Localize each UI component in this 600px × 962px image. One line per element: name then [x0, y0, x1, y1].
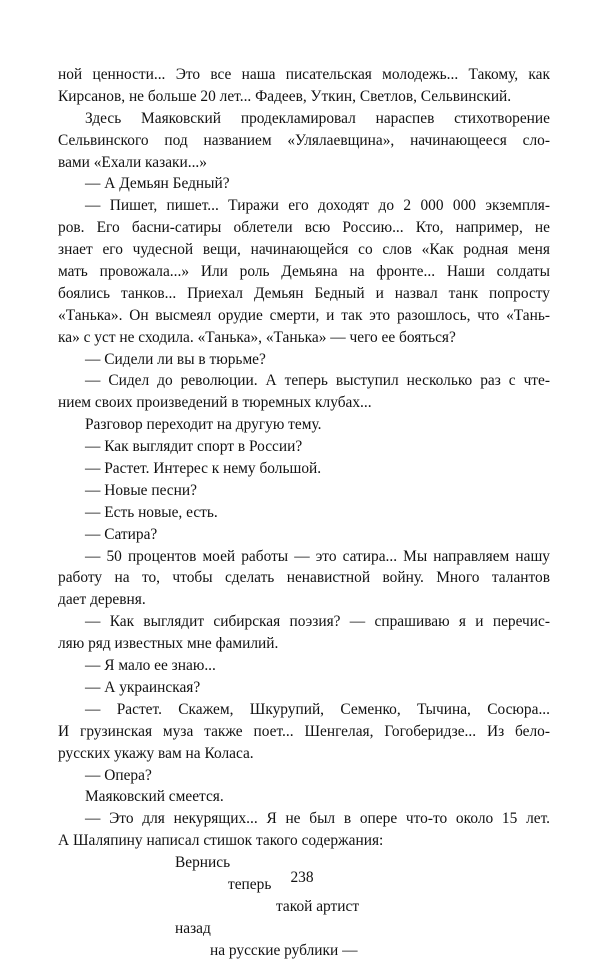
- text-line: — Как выглядит спорт в России?: [85, 438, 303, 456]
- text-line: И грузинская муза также поет... Шенгелая, Гогоберидзе... Из бело-: [58, 722, 550, 740]
- text-line: — Сидел до революции. А теперь выступил несколько раз с чте-: [85, 372, 550, 390]
- text-line: нием своих произведений в тюремных клубах...: [58, 394, 372, 412]
- text-line: — Пишет, пишет... Тиражи его доходят до 2 000 000 экземпля-: [85, 197, 550, 215]
- text-line: русских укажу вам на Коласа.: [58, 744, 254, 762]
- text-line: вами «Ехали казаки...»: [58, 153, 207, 171]
- verse-line: на русские рублики —: [210, 941, 358, 959]
- text-line: — Сатира?: [85, 525, 158, 543]
- text-line: ляю ряд известных мне фамилий.: [58, 635, 279, 653]
- text-line: — Есть новые, есть.: [85, 503, 218, 521]
- verse-line: Вернись: [175, 854, 231, 872]
- text-line: Разговор переходит на другую тему.: [85, 416, 322, 434]
- text-line: «Танька». Он высмеял орудие смерти, и так это разошлось, что «Тань-: [58, 306, 550, 324]
- text-line: — А украинская?: [85, 678, 201, 696]
- page-text-block: [58, 64, 550, 962]
- verse-line: такой артист: [276, 897, 360, 915]
- text-line: ка» с уст не сходила. «Танька», «Танька» — чего ее бояться?: [58, 328, 456, 346]
- text-line: ров. Его басни-сатиры облетели всю Россию... Кто, например, не: [58, 219, 550, 237]
- text-line: знает его чудесной вещи, начинающейся со слов «Как родная меня: [58, 241, 550, 259]
- verse-line: теперь: [228, 875, 272, 893]
- page-number: 238: [290, 869, 314, 886]
- text-line: боялись танков... Приехал Демьян Бедный и назвал танк попросту: [58, 284, 550, 302]
- text-line: — А Демьян Бедный?: [85, 175, 230, 193]
- text-line: дает деревня.: [58, 591, 146, 609]
- text-line: Маяковский смеется.: [85, 788, 224, 806]
- text-line: ной ценности... Это все наша писательская молодежь... Такому, как: [58, 66, 550, 83]
- text-line: работу на то, чтобы сделать ненавистной войну. Много талантов: [58, 569, 550, 587]
- text-line: — Сидели ли вы в тюрьме?: [85, 350, 266, 368]
- text-line: Сельвинского под названием «Улялаевщина», начинающееся сло-: [58, 131, 550, 149]
- verse-line: назад: [175, 919, 211, 937]
- text-line: — Новые песни?: [85, 481, 197, 499]
- text-line: А Шаляпину написал стишок такого содержания:: [58, 832, 384, 850]
- text-line: — Это для некурящих... Я не был в опере что-то около 15 лет.: [85, 810, 550, 828]
- text-line: Кирсанов, не больше 20 лет... Фадеев, Уткин, Светлов, Сельвинский.: [58, 87, 512, 105]
- text-line: — Растет. Интерес к нему большой.: [85, 460, 322, 478]
- text-line: — 50 процентов моей работы — это сатира... Мы направляем нашу: [85, 547, 550, 565]
- text-line: — Опера?: [85, 766, 152, 784]
- text-line: — Растет. Скажем, Шкурупий, Семенко, Тычина, Сосюра...: [85, 700, 550, 718]
- text-line: мать провожала...» Или роль Демьяна на фронте... Наши солдаты: [58, 263, 550, 281]
- text-line: Здесь Маяковский продекламировал нараспев стихотворение: [85, 109, 550, 127]
- text-line: — Как выглядит сибирская поэзия? — спрашиваю я и перечис-: [85, 613, 550, 631]
- text-line: — Я мало ее знаю...: [85, 657, 216, 675]
